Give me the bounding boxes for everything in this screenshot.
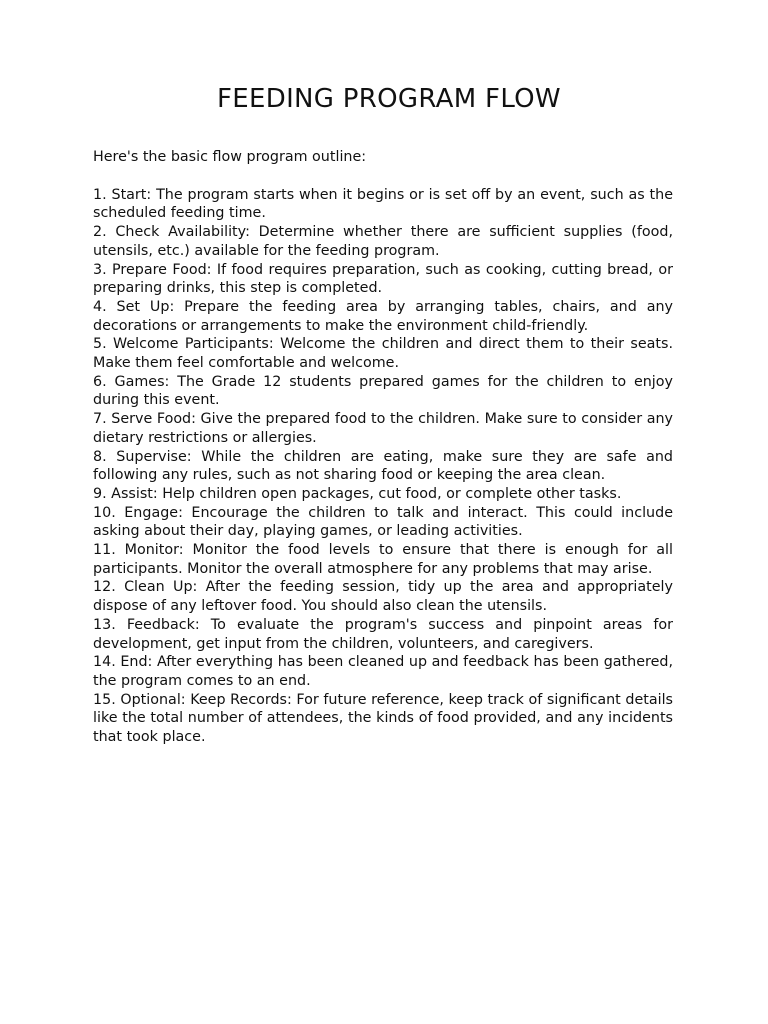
step-item-9: 9. Assist: Help children open packages, cut food, or complete other tasks. (93, 485, 622, 502)
step-item-1: 1. Start: The program starts when it begins or is set off by an event, such as the scheduled feeding time. (93, 186, 673, 222)
step-item-15: 15. Optional: Keep Records: For future reference, keep track of significant details like the total number of attendees, the kinds of food provided, and any incidents that took place. (93, 691, 673, 746)
step-item-5: 5. Welcome Participants: Welcome the children and direct them to their seats. Make them feel comfortable and welcome. (93, 336, 673, 372)
step-item-12: 12. Clean Up: After the feeding session, tidy up the area and appropriately dispose of any leftover food. You should also clean the utensils. (93, 579, 673, 615)
step-item-11: 11. Monitor: Monitor the food levels to ensure that there is enough for all participants. Monitor the overall atmosphere for any problems that may arise. (93, 542, 673, 577)
step-item-13: 13. Feedback: To evaluate the program's success and pinpoint areas for development, get input from the children, volunteers, and caregivers. (93, 616, 673, 652)
step-item-2: 2. Check Availability: Determine whether there are sufficient supplies (food, utensils, etc.) available for the feeding program. (93, 224, 673, 259)
page-title: FEEDING PROGRAM FLOW (217, 84, 561, 114)
intro-text: Here's the basic flow program outline: (93, 149, 367, 165)
step-item-14: 14. End: After everything has been cleaned up and feedback has been gathered, the program comes to an end. (93, 654, 673, 689)
step-item-7: 7. Serve Food: Give the prepared food to the children. Make sure to consider any dietary restrictions or allergies. (93, 411, 673, 446)
step-item-8: 8. Supervise: While the children are eating, make sure they are safe and following any rules, such as not sharing food or keeping the area clean. (93, 448, 673, 484)
step-item-3: 3. Prepare Food: If food requires preparation, such as cooking, cutting bread, or preparing drinks, this step is completed. (93, 261, 673, 297)
step-item-6: 6. Games: The Grade 12 students prepared games for the children to enjoy during this event. (93, 373, 673, 409)
step-item-4: 4. Set Up: Prepare the feeding area by arranging tables, chairs, and any decorations or arrangements to make the environment child-friendly. (93, 298, 673, 334)
step-item-10: 10. Engage: Encourage the children to talk and interact. This could include asking about their day, playing games, or leading activities. (93, 504, 673, 540)
document-body (93, 148, 673, 747)
